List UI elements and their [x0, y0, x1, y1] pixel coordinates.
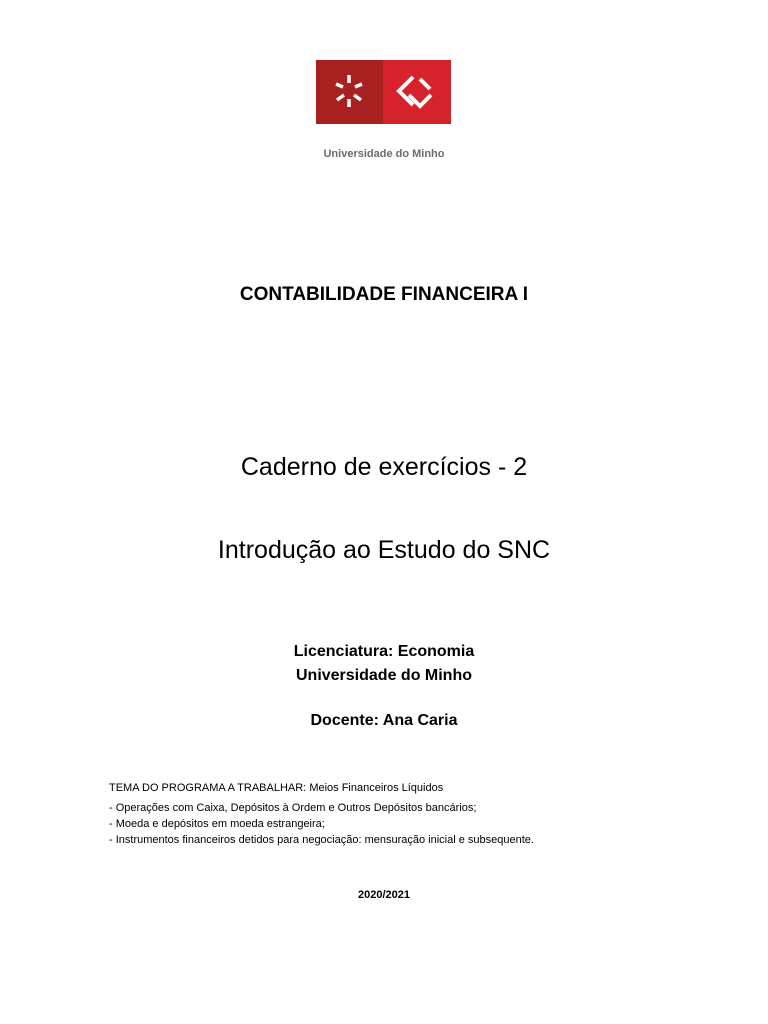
course-title: CONTABILIDADE FINANCEIRA I [239, 284, 529, 305]
workbook-title: Caderno de exercícios - 2 [240, 453, 528, 481]
degree-block [0, 640, 768, 688]
programme-line: Licenciatura: Economia [293, 643, 475, 660]
theme-value: Meios Financeiros Líquidos [309, 782, 444, 794]
list-item: - Moeda e depósitos em moeda estrangeira; [109, 818, 325, 830]
list-item: - Instrumentos financeiros detidos para negociação: mensuração inicial e subsequente. [109, 834, 534, 846]
theme-label: TEMA DO PROGRAMA A TRABALHAR: [109, 782, 307, 794]
program-topics [109, 780, 709, 848]
program-theme [109, 780, 709, 796]
teacher-line: Docente: Ana Caria [310, 712, 458, 729]
institution-name: Universidade do Minho [323, 148, 445, 160]
list-item: - Operações com Caixa, Depósitos à Ordem e Outros Depósitos bancários; [109, 802, 477, 814]
logo-symbol-left [316, 60, 383, 124]
university-line: Universidade do Minho [295, 667, 472, 684]
subject-title: Introdução ao Estudo do SNC [217, 536, 551, 564]
university-logo [316, 60, 451, 124]
logo-symbol-right [383, 60, 451, 124]
academic-year: 2020/2021 [358, 889, 410, 901]
